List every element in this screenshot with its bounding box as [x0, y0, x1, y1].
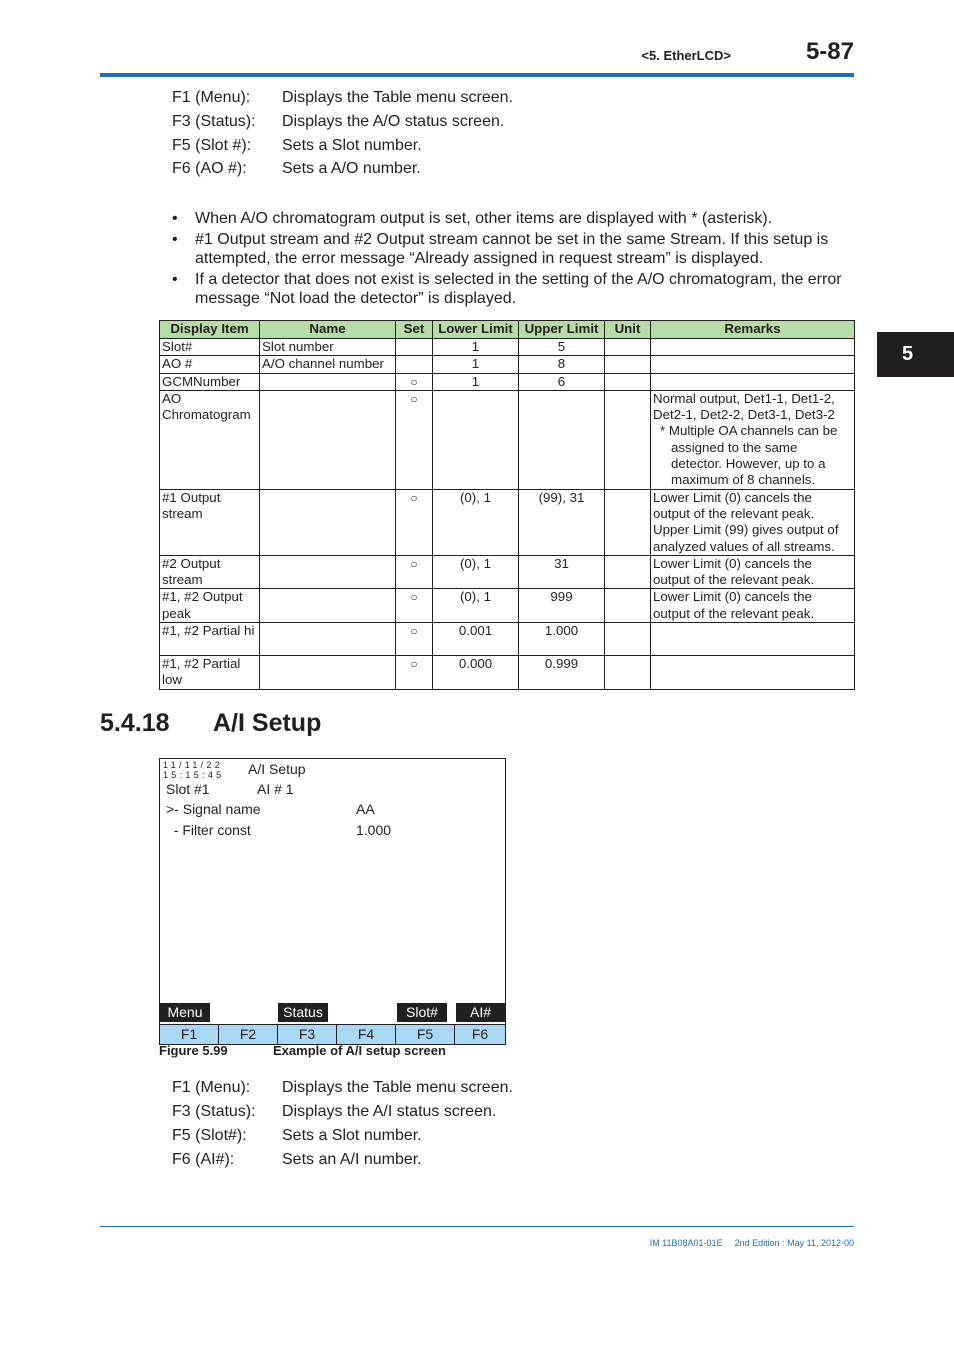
section-heading	[100, 709, 321, 738]
remarks-note: * Multiple OA channels can be assigned to the same detector. However, up to a maximum of 8 channels.	[660, 423, 838, 488]
section-header: <5. EtherLCD>	[641, 48, 731, 63]
table-row	[160, 356, 855, 373]
cell-upper: 1.000	[519, 623, 605, 656]
figure-number: Figure 5.99	[159, 1043, 228, 1058]
key-desc: Displays the A/O status screen.	[282, 113, 505, 130]
key-desc: Sets a Slot number.	[282, 137, 422, 154]
chapter-tab: 5	[877, 332, 954, 377]
figure-caption	[159, 1043, 446, 1058]
cell-unit	[605, 390, 651, 489]
cell-set	[396, 339, 433, 356]
f1-key[interactable]: F1	[160, 1025, 219, 1044]
key-desc: Sets a A/O number.	[282, 160, 421, 177]
cell-item: #1, #2 Output peak	[160, 589, 260, 623]
lcd-row-value: 1.000	[356, 822, 392, 838]
cell-name	[260, 373, 396, 390]
lcd-slot-number: Slot #1	[166, 781, 210, 797]
cell-lower: 0.000	[433, 656, 519, 690]
cell-set: ○	[396, 589, 433, 623]
cell-upper: (99), 31	[519, 489, 605, 555]
column-header: Set	[396, 321, 433, 339]
cell-lower: (0), 1	[433, 555, 519, 589]
cell-set: ○	[396, 555, 433, 589]
cell-name: A/O channel number	[260, 356, 396, 373]
cell-item: #2 Output stream	[160, 555, 260, 589]
f2-key[interactable]: F2	[219, 1025, 278, 1044]
section-number: 5.4.18	[100, 709, 170, 737]
lcd-row-label[interactable]: >- Signal name	[166, 801, 261, 817]
cell-remarks: Lower Limit (0) cancels the output of the relevant peak.	[651, 589, 855, 623]
cell-set	[396, 356, 433, 373]
table-row	[160, 656, 855, 690]
table-row	[160, 339, 855, 356]
key-label: F5 (Slot#):	[172, 1127, 247, 1144]
cell-item: #1, #2 Partial hi	[160, 623, 260, 656]
cell-remarks: Lower Limit (0) cancels the output of the relevant peak. Upper Limit (99) gives output of analyzed values of all streams.	[651, 489, 855, 555]
ao-key-row	[172, 159, 421, 179]
ao-key-row	[172, 112, 504, 132]
cell-remarks	[651, 356, 855, 373]
ao-settings-table	[159, 320, 855, 690]
cell-name	[260, 489, 396, 555]
lcd-screen	[159, 758, 506, 1045]
cell-item: AO #	[160, 356, 260, 373]
ao-key-row	[172, 136, 422, 156]
cell-lower: (0), 1	[433, 589, 519, 623]
ai-key-row	[172, 1102, 496, 1122]
cell-upper: 5	[519, 339, 605, 356]
lcd-ai-number: AI # 1	[257, 781, 294, 797]
cell-remarks	[651, 623, 855, 656]
cell-set: ○	[396, 489, 433, 555]
softkey-status[interactable]: Status	[278, 1003, 328, 1022]
cell-remarks	[651, 339, 855, 356]
key-label: F3 (Status):	[172, 1103, 256, 1120]
cell-unit	[605, 623, 651, 656]
cell-upper: 31	[519, 555, 605, 589]
header-rule	[100, 73, 854, 77]
column-header: Remarks	[651, 321, 855, 339]
table-row	[160, 623, 855, 656]
footer-rule	[100, 1226, 854, 1227]
cell-set: ○	[396, 373, 433, 390]
cell-name	[260, 656, 396, 690]
table-row	[160, 589, 855, 623]
key-label: F6 (AI#):	[172, 1151, 235, 1168]
footer	[560, 1238, 854, 1248]
ai-key-row	[172, 1150, 422, 1170]
f6-key[interactable]: F6	[455, 1025, 505, 1044]
key-label: F1 (Menu):	[172, 89, 251, 106]
cell-item: GCMNumber	[160, 373, 260, 390]
cell-unit	[605, 356, 651, 373]
key-label: F3 (Status):	[172, 113, 256, 130]
cell-unit	[605, 589, 651, 623]
cell-set: ○	[396, 656, 433, 690]
cell-item: AO Chromatogram	[160, 390, 260, 489]
lcd-datetime	[163, 760, 224, 780]
bullet-icon: •	[172, 271, 178, 288]
cell-lower: 1	[433, 373, 519, 390]
cell-remarks	[651, 390, 855, 489]
f3-key[interactable]: F3	[278, 1025, 337, 1044]
column-header: Upper Limit	[519, 321, 605, 339]
notes-list	[172, 209, 862, 310]
cell-upper: 6	[519, 373, 605, 390]
table-row	[160, 489, 855, 555]
section-title: A/I Setup	[213, 709, 322, 737]
list-item: • If a detector that does not exist is selected in the setting of the A/O chromatogram, the error message “Not load the detector” is displayed.	[172, 271, 842, 307]
column-header: Lower Limit	[433, 321, 519, 339]
list-item: • When A/O chromatogram output is set, other items are displayed with * (asterisk).	[172, 210, 773, 227]
column-header: Unit	[605, 321, 651, 339]
f4-key[interactable]: F4	[337, 1025, 396, 1044]
lcd-time: 15:15:45	[163, 770, 225, 780]
cell-remarks	[651, 373, 855, 390]
cell-upper: 8	[519, 356, 605, 373]
bullet-icon: •	[172, 210, 178, 227]
page-number: 5-87	[805, 38, 854, 65]
cell-item: #1, #2 Partial low	[160, 656, 260, 690]
cell-unit	[605, 373, 651, 390]
key-desc: Displays the Table menu screen.	[282, 1079, 513, 1096]
ai-key-row	[172, 1126, 422, 1146]
key-desc: Sets an A/I number.	[282, 1151, 422, 1168]
lcd-date: 11/11/22	[163, 760, 224, 770]
key-label: F5 (Slot #):	[172, 137, 252, 154]
key-desc: Sets a Slot number.	[282, 1127, 422, 1144]
bullet-icon: •	[172, 231, 178, 248]
cell-upper: 0.999	[519, 656, 605, 690]
list-item: • #1 Output stream and #2 Output stream cannot be set in the same Stream. If this setup is attempted, the error message “Already assigned in request stream” is displayed.	[172, 231, 829, 267]
lcd-row-value: AA	[356, 801, 375, 817]
key-label: F6 (AO #):	[172, 160, 247, 177]
cell-lower: 1	[433, 356, 519, 373]
document-id: IM 11B08A01-01E	[649, 1238, 723, 1248]
cell-remarks: Lower Limit (0) cancels the output of the relevant peak.	[651, 555, 855, 589]
table-row	[160, 373, 855, 390]
column-header: Display Item	[160, 321, 260, 339]
cell-name	[260, 589, 396, 623]
lcd-screen-title: A/I Setup	[248, 761, 306, 777]
ai-key-row	[172, 1078, 513, 1098]
edition-info: 2nd Edition : May 11, 2012-00	[734, 1238, 854, 1248]
cell-set: ○	[396, 623, 433, 656]
cell-item: Slot#	[160, 339, 260, 356]
table-row	[160, 390, 855, 489]
softkey-menu[interactable]: Menu	[160, 1003, 210, 1022]
f5-key[interactable]: F5	[396, 1025, 455, 1044]
ao-key-row	[172, 88, 513, 108]
cell-name	[260, 623, 396, 656]
cell-unit	[605, 555, 651, 589]
cell-set: ○	[396, 390, 433, 489]
cell-unit	[605, 339, 651, 356]
column-header: Name	[260, 321, 396, 339]
lcd-row-label[interactable]: - Filter const	[166, 822, 251, 838]
cell-unit	[605, 656, 651, 690]
table-row	[160, 555, 855, 589]
cell-name	[260, 390, 396, 489]
cell-name: Slot number	[260, 339, 396, 356]
cell-item: #1 Output stream	[160, 489, 260, 555]
softkey-slot[interactable]: Slot#	[397, 1003, 447, 1022]
key-desc: Displays the A/I status screen.	[282, 1103, 497, 1120]
cell-lower: (0), 1	[433, 489, 519, 555]
cell-remarks	[651, 656, 855, 690]
cell-lower	[433, 390, 519, 489]
cell-upper: 999	[519, 589, 605, 623]
cell-lower: 0.001	[433, 623, 519, 656]
figure-title: Example of A/I setup screen	[273, 1043, 446, 1058]
key-desc: Displays the Table menu screen.	[282, 89, 513, 106]
key-label: F1 (Menu):	[172, 1079, 251, 1096]
softkey-ai[interactable]: AI#	[456, 1003, 505, 1022]
cell-lower: 1	[433, 339, 519, 356]
cell-name	[260, 555, 396, 589]
cell-unit	[605, 489, 651, 555]
cell-upper	[519, 390, 605, 489]
table-header-row	[160, 321, 855, 339]
remarks-text: Normal output, Det1-1, Det1-2, Det2-1, Det2-2, Det3-1, Det3-2	[653, 390, 835, 423]
